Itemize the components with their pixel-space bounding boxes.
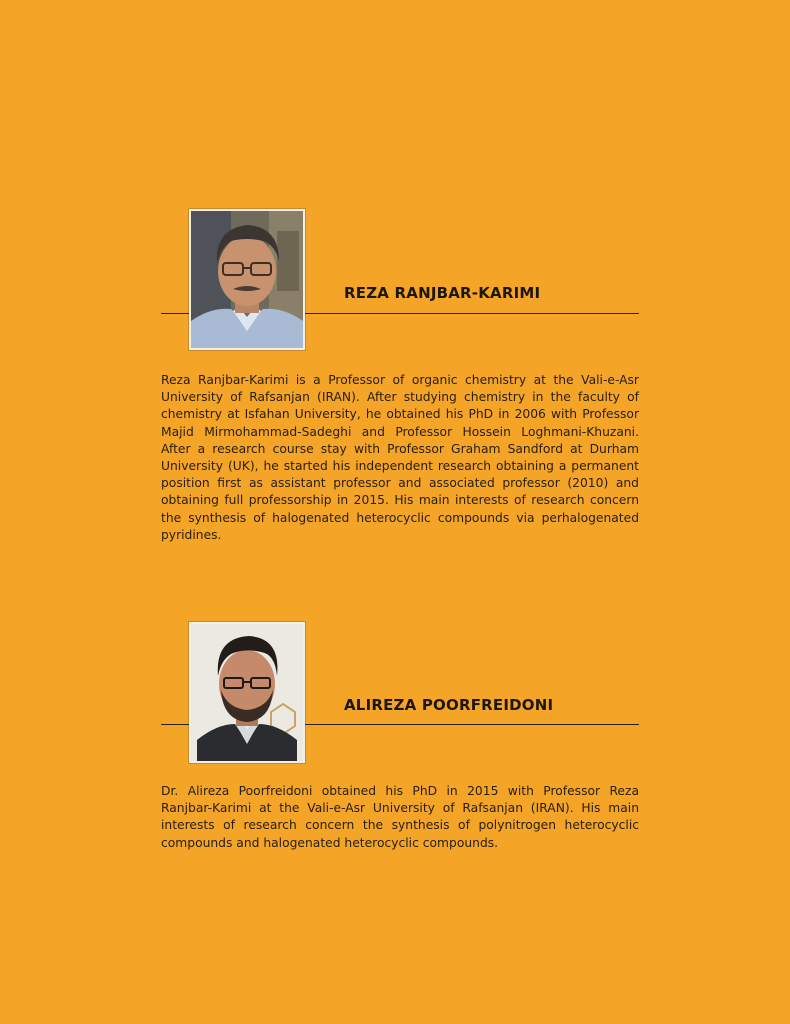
name-rule-left — [161, 313, 189, 314]
name-rule-left — [161, 724, 189, 725]
profile-photo-alireza-poorfreidoni — [189, 622, 305, 763]
profile-name: ALIREZA POORFREIDONI — [344, 696, 554, 714]
profile-bio: Reza Ranjbar-Karimi is a Professor of organic chemistry at the Vali-e-Asr University of Rafsanjan (IRAN). After studying chemistry in the faculty of chemistry at Isfahan University, he obtained his PhD in 2006 with Professor Majid Mirmohammad-Sadeghi and Professor Hossein Loghmani-Khuzani. After a research course stay with Professor Graham Sandford at Durham University (UK), he started his independent research obtaining a permanent position first as assistant professor and associated professor (2010) and obtaining full professorship in 2015. His main interests of research concern the synthesis of halogenated heterocyclic compounds via perhalogenated pyridines. — [161, 373, 639, 542]
profile-photo-reza-ranjbar-karimi — [189, 209, 305, 350]
name-rule-right — [305, 313, 639, 314]
profile-name: REZA RANJBAR-KARIMI — [344, 284, 541, 302]
profile-bio: Dr. Alireza Poorfreidoni obtained his PhD in 2015 with Professor Reza Ranjbar-Karimi at the Vali-e-Asr University of Rafsanjan (IRAN). His main interests of research concern the synthesis of polynitrogen heterocyclic compounds and halogenated heterocyclic compounds. — [161, 784, 639, 850]
name-rule-right — [305, 724, 639, 725]
